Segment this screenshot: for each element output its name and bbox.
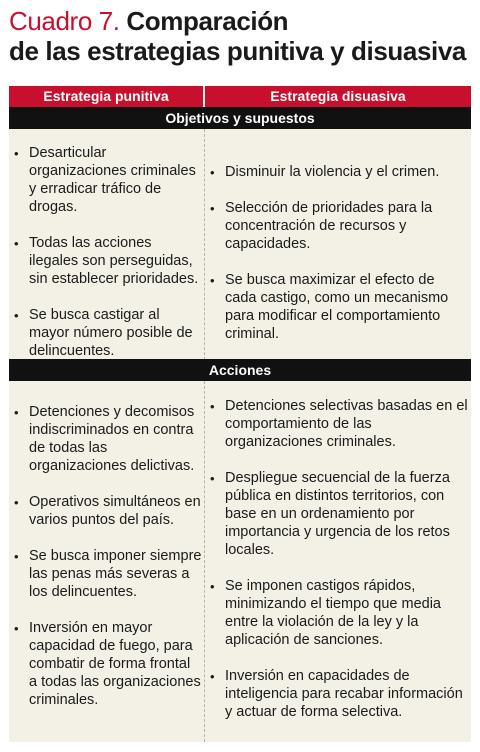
acciones-punitiva-list [14, 403, 202, 727]
list-item: • Se busca castigar al mayor número posible de delincuentes. [14, 306, 202, 360]
list-item: • Detenciones y decomisos indiscriminados en contra de todas las organizaciones delictivas. [14, 403, 202, 475]
list-item: • Desarticular organizaciones criminales y erradicar tráfico de drogas. [14, 144, 202, 216]
title-line-1: Comparación [126, 6, 289, 36]
column-header-punitiva: Estrategia punitiva [9, 86, 203, 107]
list-item: • Selección de prioridades para la concentración de recursos y capacidades. [210, 199, 468, 253]
list-item: • Inversión en capacidades de inteligencia para recabar información y actuar de forma selectiva. [210, 667, 468, 721]
section-header-acciones: Acciones [9, 359, 471, 381]
list-item: • Operativos simultáneos en varios puntos del país. [14, 493, 202, 529]
title-line-2: de las estrategias punitiva y disuasiva [9, 36, 466, 66]
objetivos-disuasiva-list [210, 163, 468, 361]
table-number: Cuadro 7. [9, 6, 120, 36]
column-header-disuasiva: Estrategia disuasiva [205, 86, 471, 107]
list-item: • Disminuir la violencia y el crimen. [210, 163, 468, 181]
list-item: • Se imponen castigos rápidos, minimizando el tiempo que media entre la violación de la ley y la aplicación de sanciones. [210, 577, 468, 649]
list-item: • Inversión en mayor capacidad de fuego, para combatir de forma frontal a todas las organizaciones criminales. [14, 619, 202, 709]
comparison-table [9, 86, 471, 742]
section-header-objetivos: Objetivos y supuestos [9, 107, 471, 129]
list-item: • Detenciones selectivas basadas en el comportamiento de las organizaciones criminales. [210, 397, 468, 451]
list-item: • Despliegue secuencial de la fuerza pública en distintos territorios, con base en un ordenamiento por importancia y urgencia de los retos locales. [210, 469, 468, 559]
column-divider [204, 129, 205, 365]
list-item: • Todas las acciones ilegales son perseguidas, sin establecer prioridades. [14, 234, 202, 288]
acciones-disuasiva-list [210, 397, 468, 739]
list-item: • Se busca imponer siempre las penas más severas a los delincuentes. [14, 547, 202, 601]
objetivos-punitiva-list [14, 144, 202, 378]
list-item: • Se busca maximizar el efecto de cada castigo, como un mecanismo para modificar el comportamiento criminal. [210, 271, 468, 343]
table-title [9, 6, 471, 66]
column-divider [204, 381, 205, 742]
